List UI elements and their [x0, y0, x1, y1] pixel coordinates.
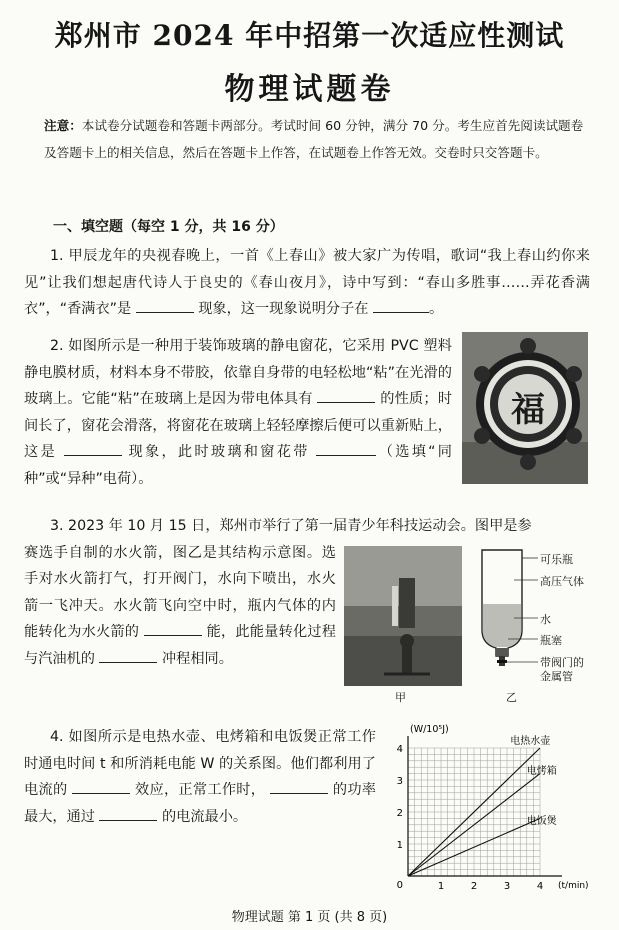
- page-footer: 物理试题 第 1 页 (共 8 页): [231, 910, 388, 925]
- exam-subtitle: 物理试题卷: [224, 72, 395, 107]
- label-high-pressure-gas: 高压气体: [540, 575, 584, 588]
- question-3-intro: 3. 2023 年 10 月 15 日，郑州市举行了第一届青少年科技运动会。图甲是参: [50, 518, 532, 534]
- q4-text-2: 效应，正常工作时，: [135, 782, 266, 798]
- origin-label: 0: [396, 880, 403, 891]
- figure-jia-label: 甲: [395, 691, 406, 704]
- question-2: [24, 333, 452, 492]
- q1-text-3: 。: [429, 301, 444, 317]
- fu-character: 福: [511, 390, 545, 430]
- water-rocket-photo: [344, 546, 462, 686]
- question-3: [24, 540, 336, 673]
- notice-block: [44, 112, 589, 166]
- x-tick-label: 3: [503, 881, 511, 892]
- water-rocket-diagram: [470, 544, 619, 684]
- q3-text-1: 赛选手自制的水火箭，图乙是其结构示意图。选手对水火箭打气，打开阀门，水向下喷出，水火箭一飞冲天。水火箭飞向空中时，瓶内气体的内能转化为水火箭的: [24, 544, 336, 640]
- series-label-3: 电饭煲: [526, 816, 557, 827]
- x-tick-label: 1: [437, 881, 445, 892]
- q4-blank-2[interactable]: [270, 779, 328, 794]
- series-label-2: 电烤箱: [526, 766, 557, 777]
- x-tick-label: 4: [536, 881, 544, 892]
- notice-text: 本试卷分试题卷和答题卡两部分。考试时间 60 分钟，满分 70 分。考生应首先阅读试题卷及答题卡上的相关信息，然后在答题卡上作答，在试题卷上作答无效。交卷时只交答题卡。: [44, 118, 584, 160]
- window-flower-image: [462, 332, 588, 484]
- question-1: [24, 243, 590, 323]
- q1-blank-1[interactable]: [136, 298, 194, 313]
- label-valve-tube-1: 带阀门的: [540, 656, 584, 669]
- label-bottle-stopper: 瓶塞: [540, 634, 562, 647]
- label-valve-tube-2: 金属管: [540, 670, 573, 683]
- q4-text-1: 4. 如图所示是电热水壶、电烤箱和电饭煲正常工作时通电时间 t 和所消耗电能 W 的关系图。他们都利用了电流的: [24, 729, 376, 798]
- q2-text-4: （选填“同种”或“异种”电荷）。: [24, 444, 452, 487]
- notice-label: 注意：: [44, 118, 82, 133]
- q3-text-2: 能，此能量转化过程与汽油机的: [24, 624, 336, 667]
- energy-time-chart: [380, 724, 614, 894]
- y-tick-label: 4: [396, 744, 403, 755]
- q2-blank-2[interactable]: [64, 441, 122, 456]
- x-tick-label: 2: [470, 881, 478, 892]
- q1-text-2: 现象，这一现象说明分子在: [198, 301, 369, 317]
- q2-text-2: 的性质；时间长了，窗花会滑落，将窗花在玻璃上轻轻摩擦后便可以重新贴上，这是: [24, 391, 453, 460]
- q3-text-3: 冲程相同。: [161, 650, 233, 667]
- label-cola-bottle: 可乐瓶: [540, 553, 573, 566]
- q4-text-3: 的功率最大，通过: [24, 782, 376, 825]
- q2-blank-1[interactable]: [317, 388, 375, 403]
- series-label-1: 电热水壶: [510, 736, 551, 747]
- exam-title: 郑州市 2024 年中招第一次适应性测试: [54, 19, 565, 52]
- q1-text-1: 1. 甲辰龙年的央视春晚上，一首《上春山》被大家广为传唱，歌词“我上春山约你来见”让我们想起唐代诗人于良史的《春山夜月》，诗中写到：“春山多胜事……弄花香满衣”，“香满衣”是: [24, 248, 590, 317]
- q2-text-3: 现象，此时玻璃和窗花带: [128, 444, 310, 460]
- q2-blank-3[interactable]: [316, 441, 376, 456]
- q3-blank-2[interactable]: [99, 648, 157, 663]
- question-4: [24, 724, 376, 830]
- q2-text-1: 2. 如图所示是一种用于装饰玻璃的静电窗花，它采用 PVC 塑料静电膜材质，材料本身不带胶，依靠自身带的电轻松地“粘”在光滑的玻璃上。它能“粘”在玻璃上是因为带电体具有: [24, 338, 452, 407]
- x-axis-label: (t/min): [558, 881, 589, 891]
- y-axis-label: (W/10⁵J): [410, 724, 449, 735]
- q3-blank-1[interactable]: [144, 621, 202, 636]
- q1-blank-2[interactable]: [373, 298, 429, 313]
- section-title: 一、填空题（每空 1 分，共 16 分）: [53, 219, 284, 235]
- y-tick-label: 2: [396, 808, 403, 819]
- q4-blank-3[interactable]: [99, 806, 157, 821]
- q4-text-4: 的电流最小。: [161, 808, 248, 825]
- label-water: 水: [540, 613, 551, 626]
- y-tick-label: 3: [396, 776, 403, 787]
- figure-yi-label: 乙: [506, 691, 517, 704]
- y-tick-label: 1: [396, 840, 403, 851]
- q4-blank-1[interactable]: [72, 779, 130, 794]
